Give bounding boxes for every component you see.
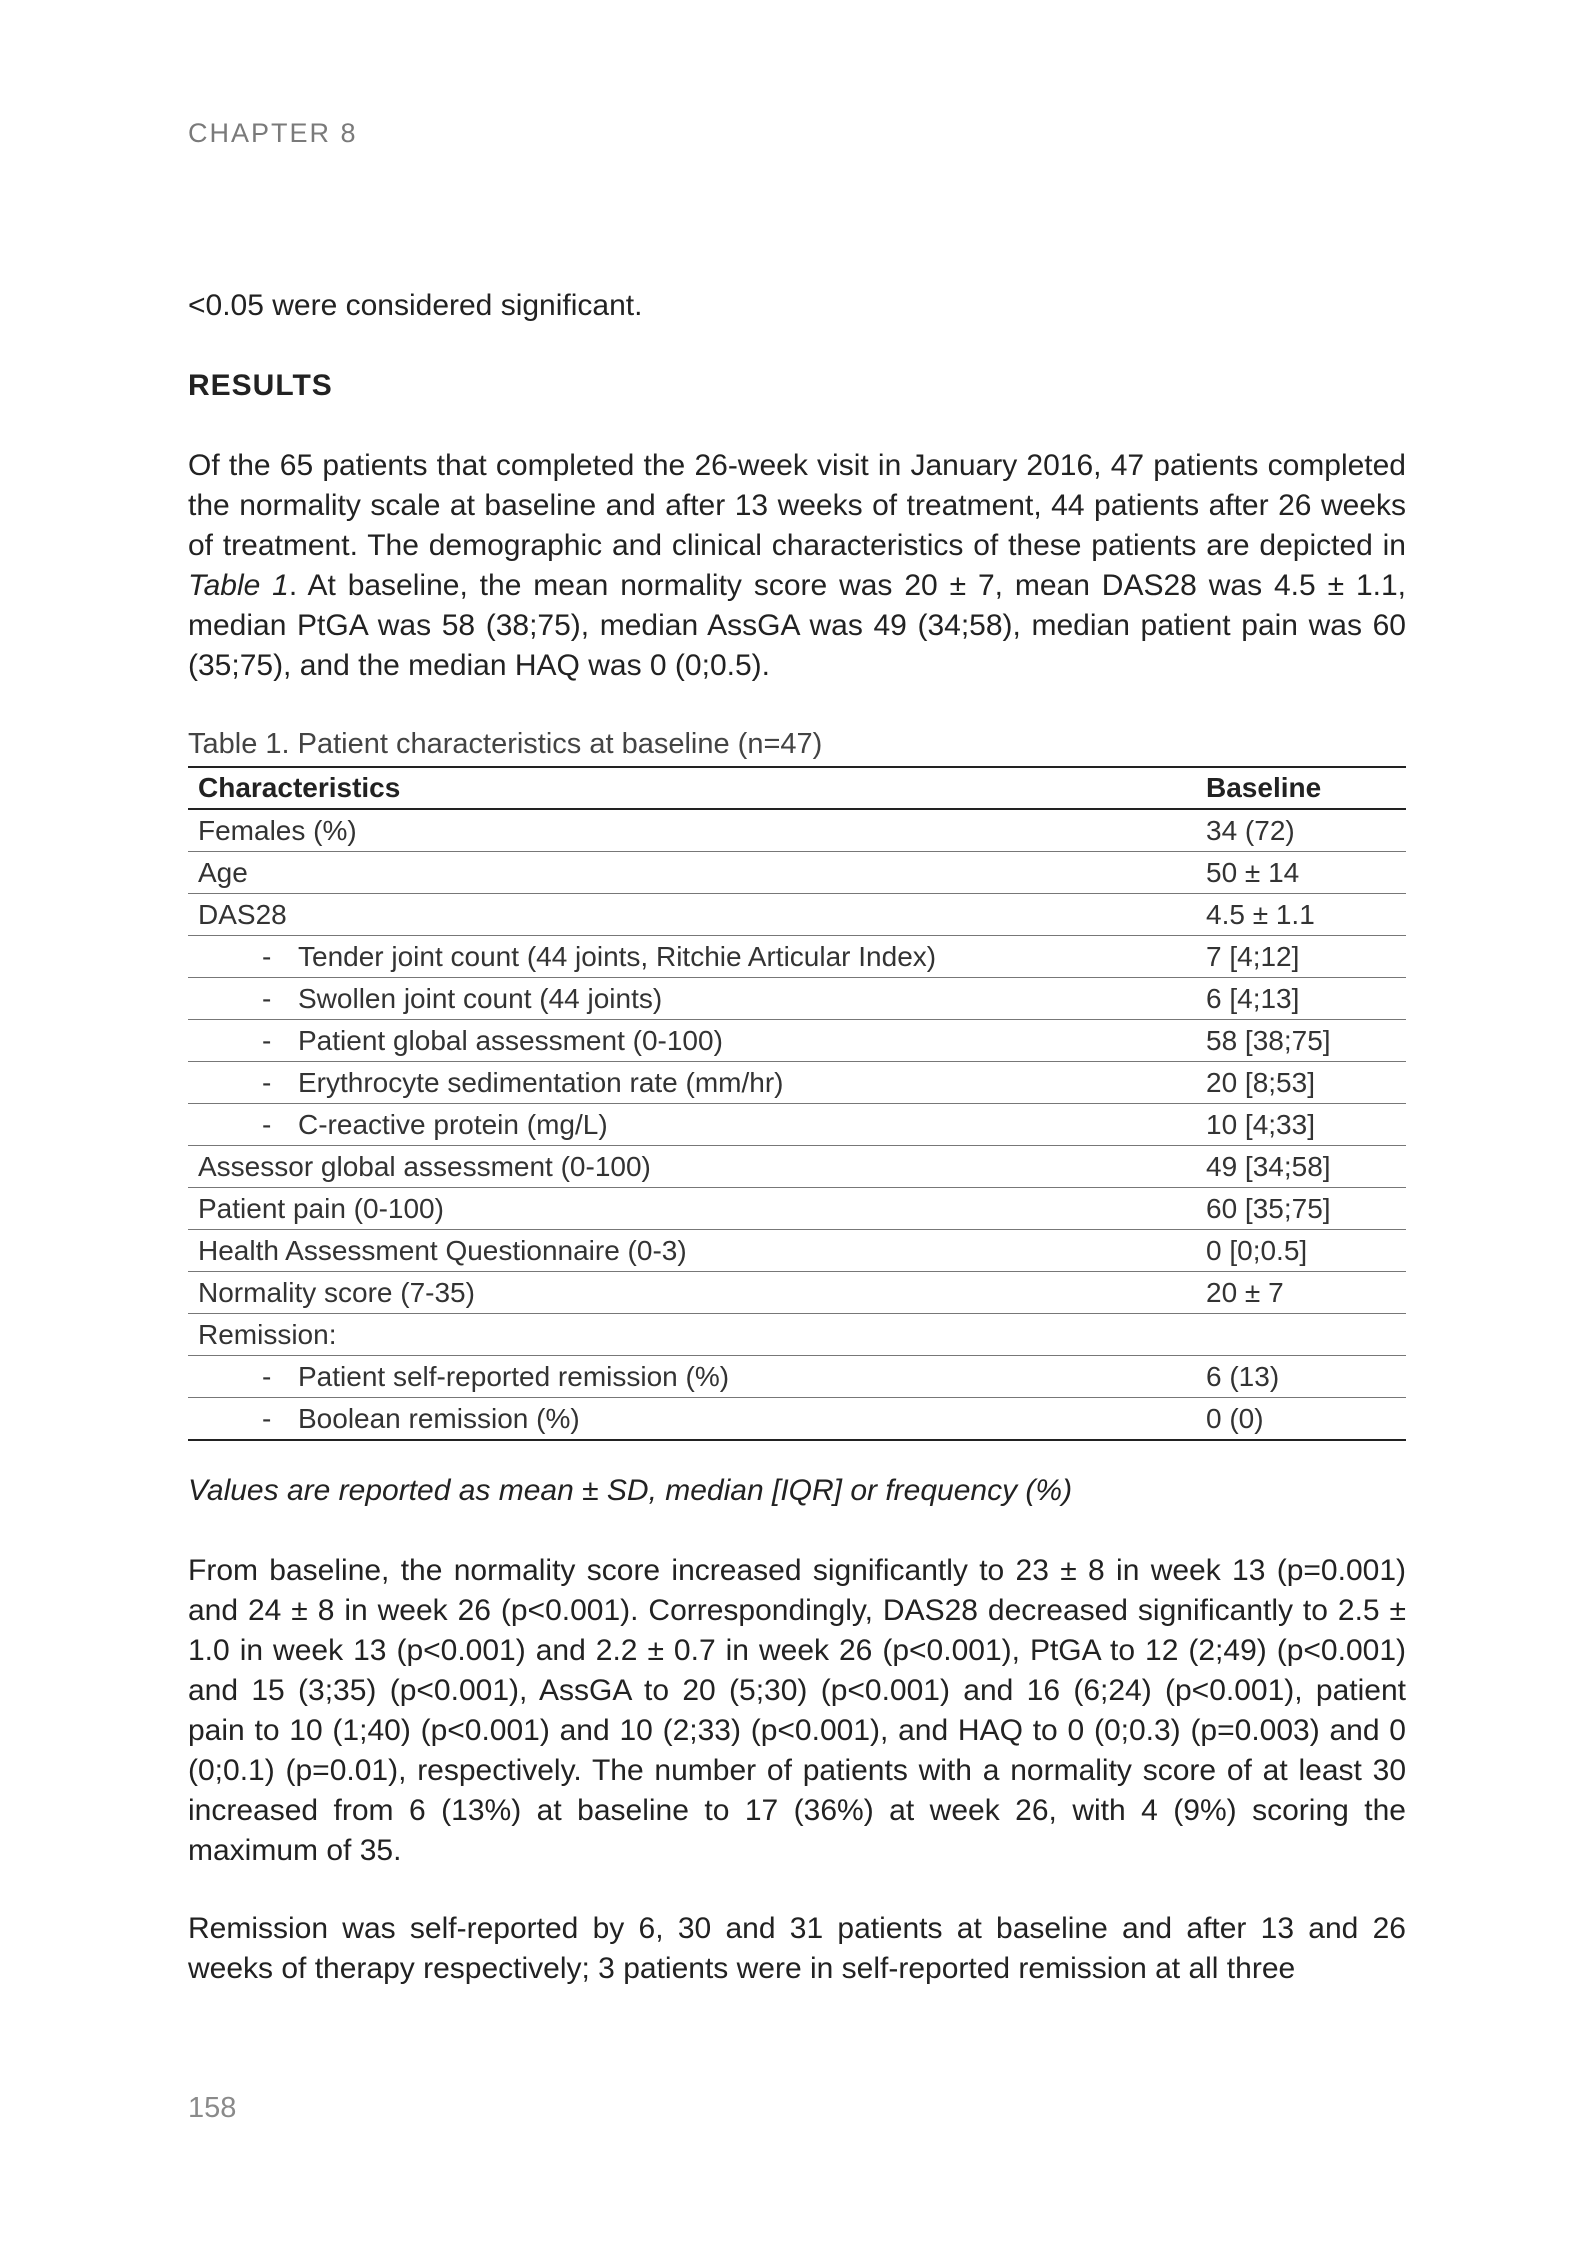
column-header-baseline: Baseline <box>1196 767 1406 809</box>
row-value: 50 ± 14 <box>1196 852 1406 894</box>
table-1-reference: Table 1 <box>188 569 289 602</box>
row-value: 20 ± 7 <box>1196 1272 1406 1314</box>
paragraph-1-before: Of the 65 patients that completed the 26-week visit in January 2016, 47 patients completed the normality scale at baseline and after 13 weeks of treatment, 44 patients after 26 weeks of treatment. The demographic and clinical characteristics of these patients are depicted in <box>188 449 1406 562</box>
table-row-sub <box>188 1062 1406 1104</box>
row-value: 34 (72) <box>1196 809 1406 852</box>
row-value: 6 [4;13] <box>1196 978 1406 1020</box>
paragraph-1-after: . At baseline, the mean normality score was 20 ± 7, mean DAS28 was 4.5 ± 1.1, median PtGA was 58 (38;75), median AssGA was 49 (34;58), median patient pain was 60 (35;75), and the median HAQ was 0 (0;0.5). <box>188 569 1406 682</box>
chapter-header: CHAPTER 8 <box>188 118 358 148</box>
row-label: Assessor global assessment (0-100) <box>188 1146 1196 1188</box>
row-label: - Swollen joint count (44 joints) <box>188 978 1196 1020</box>
list-dash: - <box>262 1360 272 1392</box>
row-label: Health Assessment Questionnaire (0-3) <box>188 1230 1196 1272</box>
list-dash: - <box>262 1066 272 1098</box>
row-value: 0 [0;0.5] <box>1196 1230 1406 1272</box>
table-row <box>188 894 1406 936</box>
row-label: Normality score (7-35) <box>188 1272 1196 1314</box>
list-dash: - <box>262 1402 272 1434</box>
results-paragraph-2: From baseline, the normality score increased significantly to 23 ± 8 in week 13 (p=0.001) and 24 ± 8 in week 26 (p<0.001). Correspondingly, DAS28 decreased significantly to 2.5 ± 1.0 in week 13 (p<0.001) and 2.2 ± 0.7 in week 26 (p<0.001), PtGA to 12 (2;49) (p<0.001) and 15 (3;35) (p<0.001), AssGA to 20 (5;30) (p<0.001) and 16 (6;24) (p<0.001), patient pain to 10 (1;40) (p<0.001) and 10 (2;33) (p<0.001), and HAQ to 0 (0;0.3) (p=0.003) and 0 (0;0.1) (p=0.01), respectively. The number of patients with a normality score of at least 30 increased from 6 (13%) at baseline to 17 (36%) at week 26, with 4 (9%) scoring the maximum of 35. <box>188 1554 1406 1867</box>
row-label: Patient pain (0-100) <box>188 1188 1196 1230</box>
page-number: 158 <box>188 2092 237 2124</box>
list-dash: - <box>262 1024 272 1056</box>
row-label: Age <box>188 852 1196 894</box>
table-row-sub <box>188 1104 1406 1146</box>
patient-characteristics-table <box>188 766 1406 1441</box>
row-label: - Tender joint count (44 joints, Ritchie Articular Index) <box>188 936 1196 978</box>
table-row <box>188 852 1406 894</box>
table-row <box>188 1230 1406 1272</box>
row-value: 7 [4;12] <box>1196 936 1406 978</box>
results-paragraph-3: Remission was self-reported by 6, 30 and 31 patients at baseline and after 13 and 26 weeks of therapy respectively; 3 patients were in self-reported remission at all three <box>188 1912 1406 1985</box>
table-row-sub <box>188 978 1406 1020</box>
list-dash: - <box>262 1108 272 1140</box>
row-value: 60 [35;75] <box>1196 1188 1406 1230</box>
row-value: 49 [34;58] <box>1196 1146 1406 1188</box>
table-row-sub <box>188 1398 1406 1441</box>
row-value <box>1196 1314 1406 1356</box>
results-paragraph-1 <box>188 446 1406 686</box>
list-dash: - <box>262 940 272 972</box>
row-label: - C-reactive protein (mg/L) <box>188 1104 1196 1146</box>
table-row <box>188 1272 1406 1314</box>
table-row <box>188 1314 1406 1356</box>
table-note: Values are reported as mean ± SD, median [IQR] or frequency (%) <box>188 1474 1073 1507</box>
table-row-sub <box>188 1020 1406 1062</box>
row-label: - Erythrocyte sedimentation rate (mm/hr) <box>188 1062 1196 1104</box>
results-heading: RESULTS <box>188 369 333 402</box>
row-value: 4.5 ± 1.1 <box>1196 894 1406 936</box>
row-label: - Patient global assessment (0-100) <box>188 1020 1196 1062</box>
page-content <box>188 286 1406 1989</box>
column-header-characteristics: Characteristics <box>188 767 1196 809</box>
row-value: 58 [38;75] <box>1196 1020 1406 1062</box>
row-label: - Patient self-reported remission (%) <box>188 1356 1196 1398</box>
table-row-sub <box>188 1356 1406 1398</box>
row-label: Females (%) <box>188 809 1196 852</box>
row-label: DAS28 <box>188 894 1196 936</box>
table-header-row <box>188 767 1406 809</box>
row-value: 20 [8;53] <box>1196 1062 1406 1104</box>
row-value: 0 (0) <box>1196 1398 1406 1441</box>
row-value: 6 (13) <box>1196 1356 1406 1398</box>
intro-text: <0.05 were considered significant. <box>188 289 643 322</box>
table-row-sub <box>188 936 1406 978</box>
row-label: Remission: <box>188 1314 1196 1356</box>
table-row <box>188 1188 1406 1230</box>
row-value: 10 [4;33] <box>1196 1104 1406 1146</box>
table-row <box>188 1146 1406 1188</box>
table-row <box>188 809 1406 852</box>
table-caption: Table 1. Patient characteristics at baseline (n=47) <box>188 728 823 760</box>
row-label: - Boolean remission (%) <box>188 1398 1196 1441</box>
list-dash: - <box>262 982 272 1014</box>
